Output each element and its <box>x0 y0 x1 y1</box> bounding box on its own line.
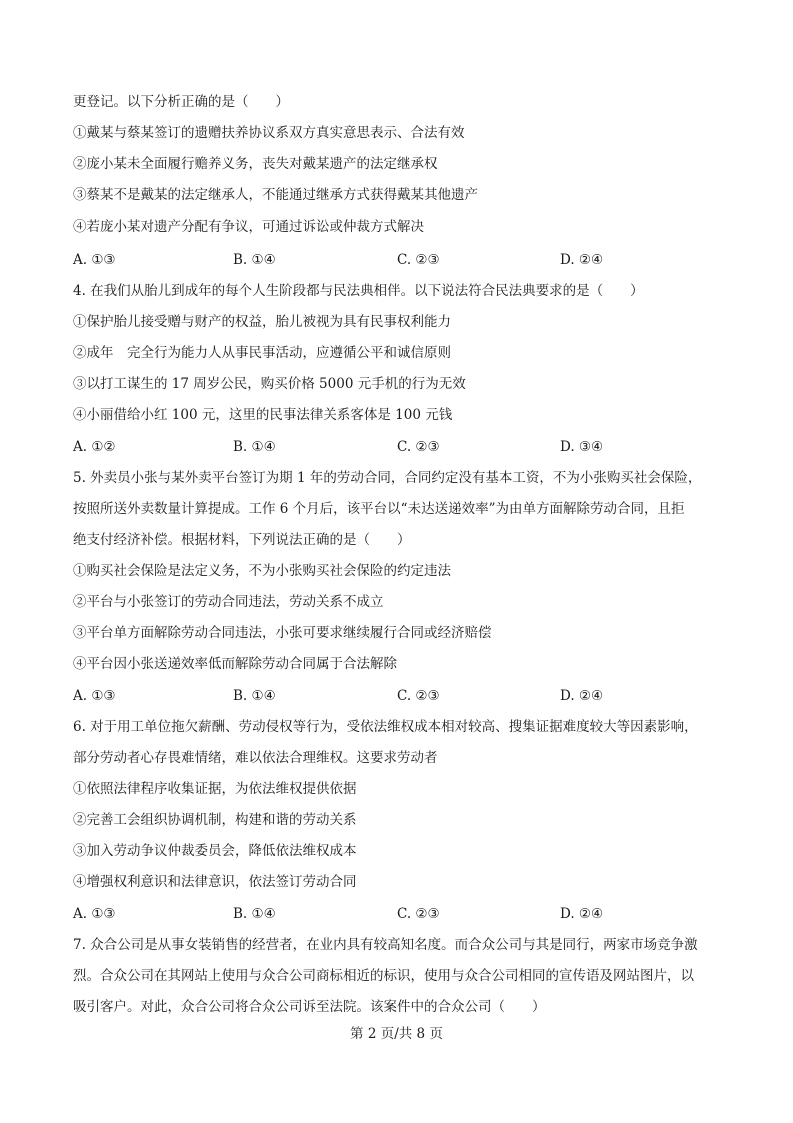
q4-options <box>73 437 723 457</box>
q4-option-a[interactable]: A. ①② <box>73 439 116 455</box>
q4-option-c[interactable]: C. ②③ <box>397 439 440 455</box>
q4-statement-4: ④小丽借给小红 100 元，这里的民事法律关系客体是 100 元钱 <box>73 407 453 423</box>
q5-statement-4: ④平台因小张送递效率低而解除劳动合同属于合法解除 <box>73 656 397 672</box>
q5-statement-3: ③平台单方面解除劳动合同违法，小张可要求继续履行合同或经济赔偿 <box>73 625 492 641</box>
q5-statement-1: ①购买社会保险是法定义务，不为小张购买社会保险的约定违法 <box>73 563 451 579</box>
q6-statement-1: ①依照法律程序收集证据，为依法维权提供依据 <box>73 781 357 797</box>
q5-statement-2: ②平台与小张签订的劳动合同违法，劳动关系不成立 <box>73 594 384 610</box>
q4-statement-1: ①保护胎儿接受赠与财产的权益，胎儿被视为具有民事权利能力 <box>73 314 451 330</box>
q3-option-c[interactable]: C. ②③ <box>397 252 440 268</box>
page-number: 第 2 页/共 8 页 <box>350 1026 443 1042</box>
q3-statement-4: ④若庞小某对遗产分配有争议，可通过诉讼或仲裁方式解决 <box>73 219 424 235</box>
q6-options <box>73 904 723 924</box>
q5-stem-line-3: 绝支付经济补偿。根据材料，下列说法正确的是（ ） <box>73 532 411 548</box>
q5-stem-line-2: 按照所送外卖数量计算提成。工作 6 个月后，该平台以“未达送递效率”为由单方面解除劳动合同，且拒 <box>73 501 685 517</box>
q3-statement-2: ②庞小某未全面履行赡养义务，丧失对戴某遗产的法定继承权 <box>73 156 438 172</box>
q6-stem-line-1: 6. 对于用工单位拖欠薪酬、劳动侵权等行为，受依法维权成本相对较高、搜集证据难度较大等因素影响， <box>73 719 698 735</box>
q3-options <box>73 250 723 270</box>
q6-statement-4: ④增强权利意识和法律意识，依法签订劳动合同 <box>73 874 357 890</box>
q7-stem-line-1: 7. 众合公司是从事女装销售的经营者，在业内具有较高知名度。而合众公司与其是同行，两家市场竞争激 <box>73 937 698 953</box>
q3-statement-1: ①戴某与蔡某签订的遗赠扶养协议系双方真实意思表示、合法有效 <box>73 125 465 141</box>
q3-statement-3: ③蔡某不是戴某的法定继承人，不能通过继承方式获得戴某其他遗产 <box>73 187 478 203</box>
q6-stem-line-2: 部分劳动者心存畏难情绪，难以依法合理维权。这要求劳动者 <box>73 750 438 766</box>
q5-stem-line-1: 5. 外卖员小张与某外卖平台签订为期 1 年的劳动合同，合同约定没有基本工资，不为小张购买社会保险， <box>73 470 702 486</box>
q3-stem-tail: 更登记。以下分析正确的是（ ） <box>73 94 289 110</box>
q5-options <box>73 686 723 706</box>
q3-option-d[interactable]: D. ②④ <box>560 252 604 268</box>
q7-stem-line-3: 吸引客户。对此，众合公司将合众公司诉至法院。该案件中的合众公司（ ） <box>73 999 546 1015</box>
q6-statement-2: ②完善工会组织协调机制，构建和谐的劳动关系 <box>73 812 357 828</box>
q6-option-b[interactable]: B. ①④ <box>233 906 276 922</box>
q5-option-d[interactable]: D. ②④ <box>560 688 604 704</box>
q3-option-a[interactable]: A. ①③ <box>73 252 116 268</box>
q5-option-c[interactable]: C. ②③ <box>397 688 440 704</box>
q6-statement-3: ③加入劳动争议仲裁委员会，降低依法维权成本 <box>73 843 357 859</box>
q7-stem-line-2: 烈。合众公司在其网站上使用与众合公司商标相近的标识，使用与众合公司相同的宣传语及网站图片，以 <box>73 968 694 984</box>
q6-option-c[interactable]: C. ②③ <box>397 906 440 922</box>
q4-statement-3: ③以打工谋生的 17 周岁公民，购买价格 5000 元手机的行为无效 <box>73 376 466 392</box>
q4-statement-2: ②成年 完全行为能力人从事民事活动，应遵循公平和诚信原则 <box>73 345 451 361</box>
q4-option-d[interactable]: D. ③④ <box>560 439 604 455</box>
q5-option-a[interactable]: A. ①③ <box>73 688 116 704</box>
q3-option-b[interactable]: B. ①④ <box>233 252 276 268</box>
q4-stem-line-1: 4. 在我们从胎儿到成年的每个人生阶段都与民法典相伴。以下说法符合民法典要求的是（ ） <box>73 283 644 299</box>
q6-option-d[interactable]: D. ②④ <box>560 906 604 922</box>
q5-option-b[interactable]: B. ①④ <box>233 688 276 704</box>
q6-option-a[interactable]: A. ①③ <box>73 906 116 922</box>
q4-option-b[interactable]: B. ①④ <box>233 439 276 455</box>
